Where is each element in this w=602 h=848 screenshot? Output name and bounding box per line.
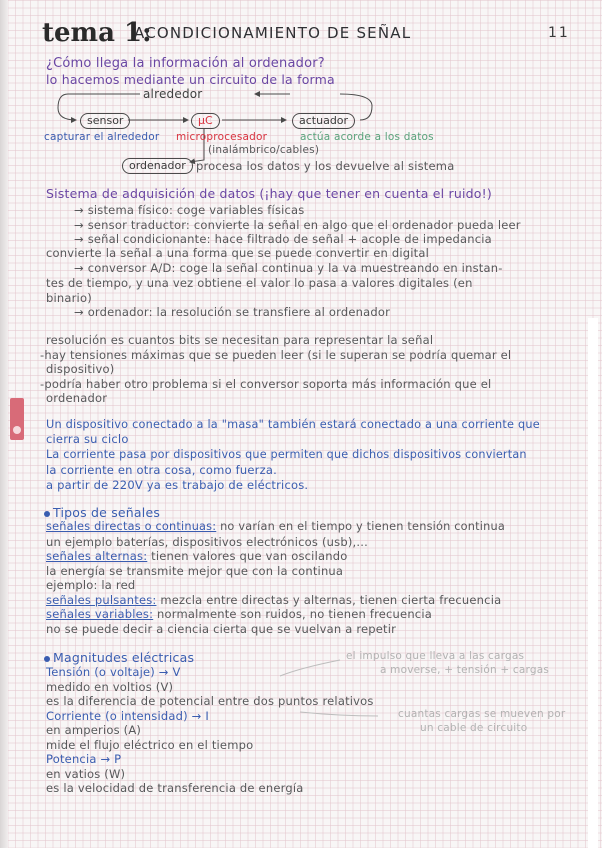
- types-line: señales variables: normalmente son ruidos, no tienen frecuencia: [46, 607, 432, 621]
- types-line: la energía se transmite mejor que con la continua: [46, 564, 344, 578]
- magnitude-line: medido en voltios (V): [46, 680, 174, 694]
- ground-line: cierra su ciclo: [46, 432, 129, 446]
- question-line: ¿Cómo llega la información al ordenador?: [46, 56, 325, 71]
- sensor-caption: capturar el alrededor: [44, 131, 160, 143]
- resolution-line: dispositivo): [46, 362, 115, 376]
- side-note: cuantas cargas se mueven por: [398, 708, 566, 720]
- types-line: señales directas o continuas: no varían en el tiempo y tienen tensión continua: [46, 520, 505, 533]
- adq-item: → sensor traductor: convierte la señal en algo que el ordenador pueda leer: [74, 218, 521, 232]
- adq-item: → ordenador: la resolución se transfiere al ordenador: [74, 305, 391, 319]
- adq-item: → sistema físico: coge variables físicas: [74, 203, 305, 217]
- title-tema: tema 1:: [42, 18, 152, 48]
- magnitude-line: Corriente (o intensidad) → I: [46, 709, 209, 723]
- uc-caption: microprocesador: [176, 131, 268, 143]
- magnitude-line: en vatios (W): [46, 767, 126, 781]
- link-caption: (inalámbrico/cables): [208, 144, 320, 156]
- magnitude-line: Potencia → P: [46, 752, 122, 766]
- resolution-line: resolución es cuantos bits se necesitan para representar la señal: [46, 333, 434, 347]
- title-topic: ACONDICIONAMIENTO DE SEÑAL: [134, 24, 412, 42]
- loop-label: alrededor: [143, 87, 203, 101]
- actuator-box: actuador: [292, 113, 355, 129]
- adq-item: convierte la señal a una forma que se puede convertir en digital: [46, 246, 429, 260]
- magnitudes-heading: Magnitudes eléctricas: [44, 650, 194, 665]
- ground-line: La corriente pasa por dispositivos que permiten que dichos dispositivos conviertan: [46, 448, 527, 461]
- ground-line: a partir de 220V ya es trabajo de eléctricos.: [46, 478, 309, 492]
- adq-heading: Sistema de adquisición de datos (¡hay que tener en cuenta el ruido!): [46, 186, 492, 201]
- magnitude-line: mide el flujo eléctrico en el tiempo: [46, 738, 254, 752]
- computer-caption: procesa los datos y los devuelve al sistema: [196, 159, 455, 173]
- question-answer: lo hacemos mediante un circuito de la forma: [46, 72, 335, 87]
- actuator-caption: actúa acorde a los datos: [300, 131, 434, 143]
- page-number: 11: [548, 25, 570, 41]
- types-line: no se puede decir a ciencia cierta que se vuelvan a repetir: [46, 622, 397, 636]
- side-note: a moverse, + tensión + cargas: [380, 664, 550, 676]
- types-line: señales pulsantes: mezcla entre directas y alternas, tienen cierta frecuencia: [46, 593, 502, 607]
- types-heading: Tipos de señales: [44, 505, 160, 520]
- adq-item: → conversor A/D: coge la señal continua y la va muestreando en instan-: [74, 261, 503, 275]
- types-line: un ejemplo baterías, dispositivos electrónicos (usb),...: [46, 535, 368, 549]
- side-note: un cable de circuito: [420, 722, 528, 734]
- ground-line: la corriente en otra cosa, como fuerza.: [46, 463, 277, 477]
- microcontroller-box: µC: [191, 113, 220, 129]
- magnitude-line: es la velocidad de transferencia de energía: [46, 781, 304, 795]
- adq-item: binario): [46, 291, 92, 305]
- magnitude-line: en amperios (A): [46, 723, 142, 737]
- side-note: el impulso que lleva a las cargas: [346, 650, 525, 662]
- ground-line: Un dispositivo conectado a la "masa" también estará conectado a una corriente que: [46, 418, 540, 431]
- resolution-line: -hay tensiones máximas que se pueden leer (si le superan se podría quemar el: [40, 348, 512, 362]
- types-line: señales alternas: tienen valores que van oscilando: [46, 549, 348, 563]
- adq-item: → señal condicionante: hace filtrado de señal + acople de impedancia: [74, 232, 492, 246]
- computer-box: ordenador: [122, 158, 193, 174]
- magnitude-line: Tensión (o voltaje) → V: [46, 665, 181, 679]
- sensor-box: sensor: [80, 113, 130, 129]
- resolution-line: -podría haber otro problema si el conversor soporta más información que el: [40, 377, 492, 391]
- magnitude-line: es la diferencia de potencial entre dos puntos relativos: [46, 694, 374, 708]
- resolution-line: ordenador: [46, 391, 108, 405]
- adq-item: tes de tiempo, y una vez obtiene el valor lo pasa a valores digitales (en: [46, 276, 473, 290]
- types-line: ejemplo: la red: [46, 578, 136, 592]
